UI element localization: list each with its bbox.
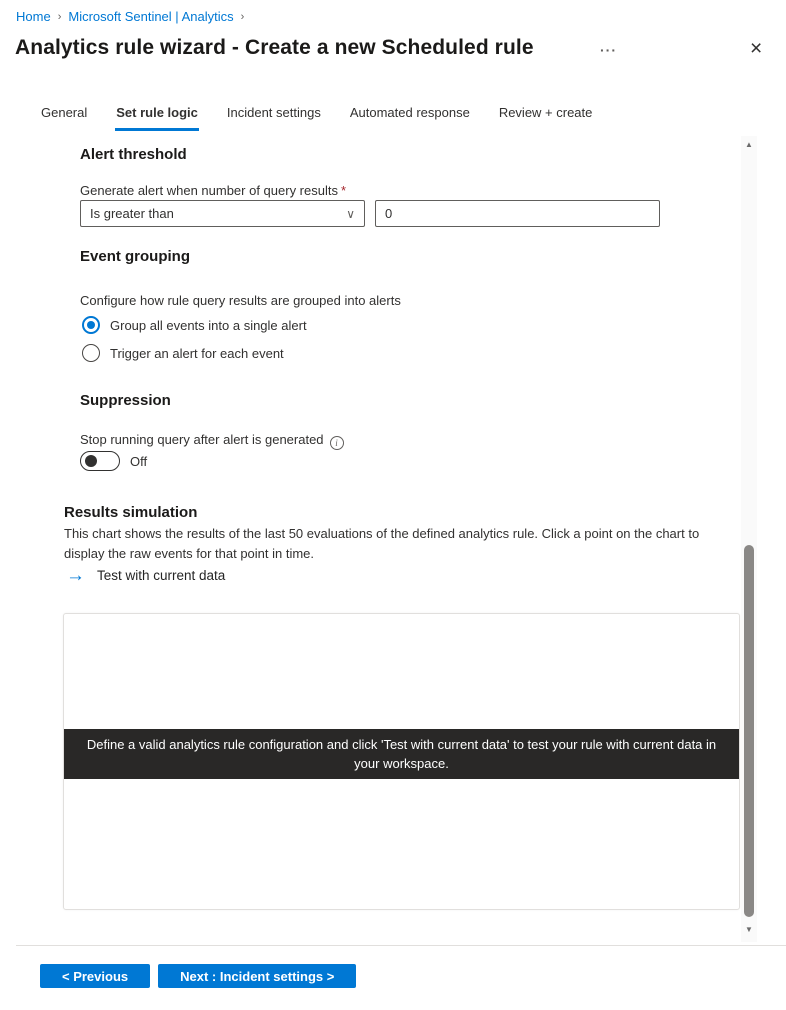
radio-label: Trigger an alert for each event	[110, 345, 284, 361]
breadcrumb-separator: ›	[57, 10, 62, 23]
previous-button[interactable]: < Previous	[40, 964, 150, 988]
suppression-toggle[interactable]	[80, 451, 120, 471]
tab-automated-response[interactable]: Automated response	[349, 105, 470, 120]
breadcrumb	[16, 9, 244, 24]
results-simulation-chart	[63, 613, 740, 910]
alert-threshold-label	[80, 183, 346, 198]
event-grouping-heading: Event grouping	[80, 248, 190, 265]
toggle-state-label: Off	[130, 453, 148, 469]
close-icon[interactable]: ×	[750, 37, 763, 60]
threshold-value-input[interactable]	[375, 200, 660, 227]
breadcrumb-sentinel-analytics-link[interactable]: Microsoft Sentinel | Analytics	[68, 9, 234, 24]
footer-divider	[16, 945, 786, 946]
scroll-up-icon[interactable]: ▲	[745, 140, 753, 149]
wizard-tabs	[40, 105, 593, 131]
chart-message-banner: Define a valid analytics rule configuration and click 'Test with current data' to test your rule with current data in your workspace.	[64, 729, 739, 779]
tab-set-rule-logic[interactable]: Set rule logic	[115, 105, 199, 131]
tab-incident-settings[interactable]: Incident settings	[226, 105, 321, 120]
next-incident-settings-button[interactable]: Next : Incident settings >	[158, 964, 356, 988]
info-icon[interactable]: i	[330, 436, 344, 450]
radio-unselected-icon	[82, 344, 100, 362]
required-marker: *	[340, 183, 347, 198]
suppression-label	[80, 432, 344, 450]
tab-general[interactable]: General	[41, 105, 88, 120]
radio-selected-icon	[82, 316, 100, 334]
scroll-down-icon[interactable]: ▼	[745, 925, 753, 934]
alert-threshold-label-text: Generate alert when number of query results	[80, 183, 338, 198]
arrow-right-icon: →	[66, 565, 85, 586]
test-with-current-data-button[interactable]	[66, 566, 225, 585]
scrollbar-thumb[interactable]	[744, 545, 754, 917]
page-title: Analytics rule wizard - Create a new Scheduled rule	[15, 36, 534, 59]
radio-trigger-each-event[interactable]	[82, 344, 284, 362]
breadcrumb-home-link[interactable]: Home	[16, 9, 51, 24]
suppression-toggle-row	[80, 451, 147, 471]
test-link-label: Test with current data	[97, 568, 226, 583]
radio-group-all-events[interactable]	[82, 316, 307, 334]
chevron-down-icon: ∨	[346, 206, 355, 221]
event-grouping-description: Configure how rule query results are grouped into alerts	[80, 293, 401, 308]
alert-threshold-heading: Alert threshold	[80, 146, 187, 163]
more-icon[interactable]: ···	[600, 42, 617, 58]
radio-label: Group all events into a single alert	[110, 317, 307, 333]
suppression-label-text: Stop running query after alert is generated	[80, 432, 324, 447]
tab-review-create[interactable]: Review + create	[498, 105, 593, 120]
breadcrumb-separator: ›	[240, 10, 245, 23]
operator-dropdown-value: Is greater than	[90, 206, 174, 221]
results-simulation-heading: Results simulation	[64, 504, 198, 521]
operator-dropdown[interactable]	[80, 200, 365, 227]
footer	[40, 964, 356, 988]
suppression-heading: Suppression	[80, 392, 171, 409]
toggle-knob	[85, 455, 97, 467]
vertical-scrollbar[interactable]	[741, 136, 757, 942]
results-simulation-description: This chart shows the results of the last 50 evaluations of the defined analytics rule. Click a point on the chart to display the raw events for that point in time.	[64, 526, 700, 561]
